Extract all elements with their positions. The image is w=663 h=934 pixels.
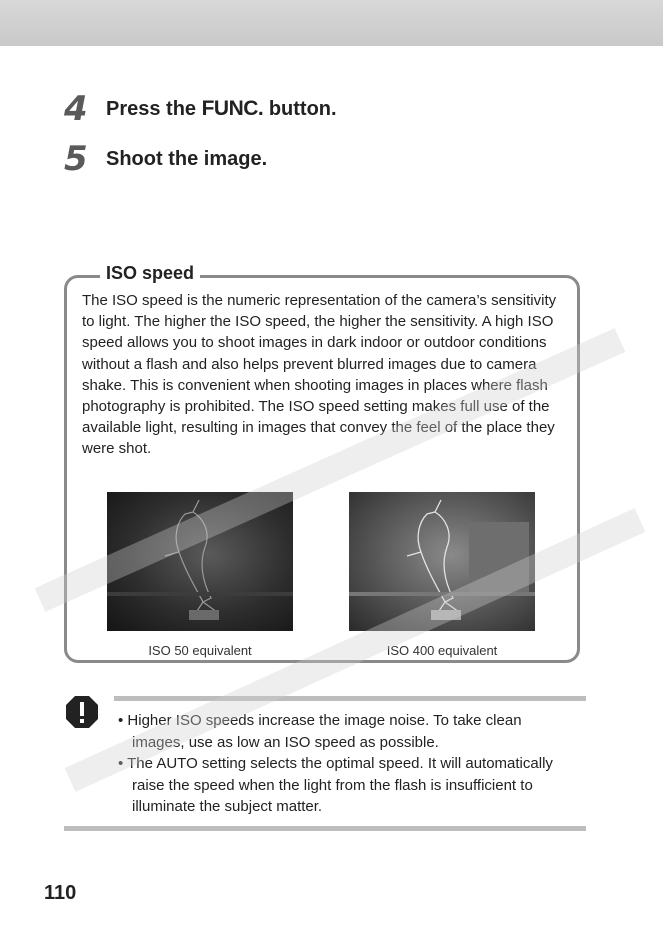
- iso-speed-body: The ISO speed is the numeric representation of the camera’s sensitivity to light. The higher the ISO speed, the higher the sensitivity. A high ISO speed allows you to shoot images in dark indoor or outdoor conditions without a flash and also helps prevent blurred images due to camera shake. This is convenient when shooting images in places where flash photography is prohibited. The ISO speed setting makes full use of the available light, resulting in images that convey the feel of the place they were shot.: [82, 292, 557, 458]
- step-4-text-before: Press the: [106, 98, 202, 120]
- note-list: [118, 710, 578, 818]
- dolphin-sculpture-dark: [107, 492, 293, 631]
- iso-50-photo: [107, 492, 293, 631]
- step-5-text: Shoot the image.: [106, 147, 268, 170]
- note-rule-bottom: [64, 826, 586, 831]
- step-4: [64, 89, 337, 129]
- step-5-number: 5: [64, 139, 88, 179]
- step-5: [64, 139, 268, 179]
- note-item: • The AUTO setting selects the optimal speed. It will automatically raise the speed when the light from the flash is insufficient to illuminate the subject matter.: [118, 755, 553, 815]
- header-band: [0, 0, 663, 46]
- iso-50-caption: ISO 50 equivalent: [148, 643, 252, 658]
- note-rule-top: [114, 696, 586, 701]
- func-button-label: FUNC.: [201, 97, 264, 120]
- iso-400-caption: ISO 400 equivalent: [386, 643, 498, 658]
- page-number: 110: [44, 882, 77, 904]
- iso-400-photo: [349, 492, 535, 631]
- step-4-text: [106, 97, 337, 121]
- step-4-text-after: button.: [263, 98, 337, 120]
- note-item: • Higher ISO speeds increase the image noise. To take clean images, use as low an ISO speed as possible.: [118, 712, 522, 751]
- caution-icon: [64, 694, 100, 730]
- dolphin-sculpture-bright: [349, 492, 535, 631]
- step-4-number: 4: [64, 89, 88, 129]
- iso-speed-title: ISO speed: [100, 263, 200, 284]
